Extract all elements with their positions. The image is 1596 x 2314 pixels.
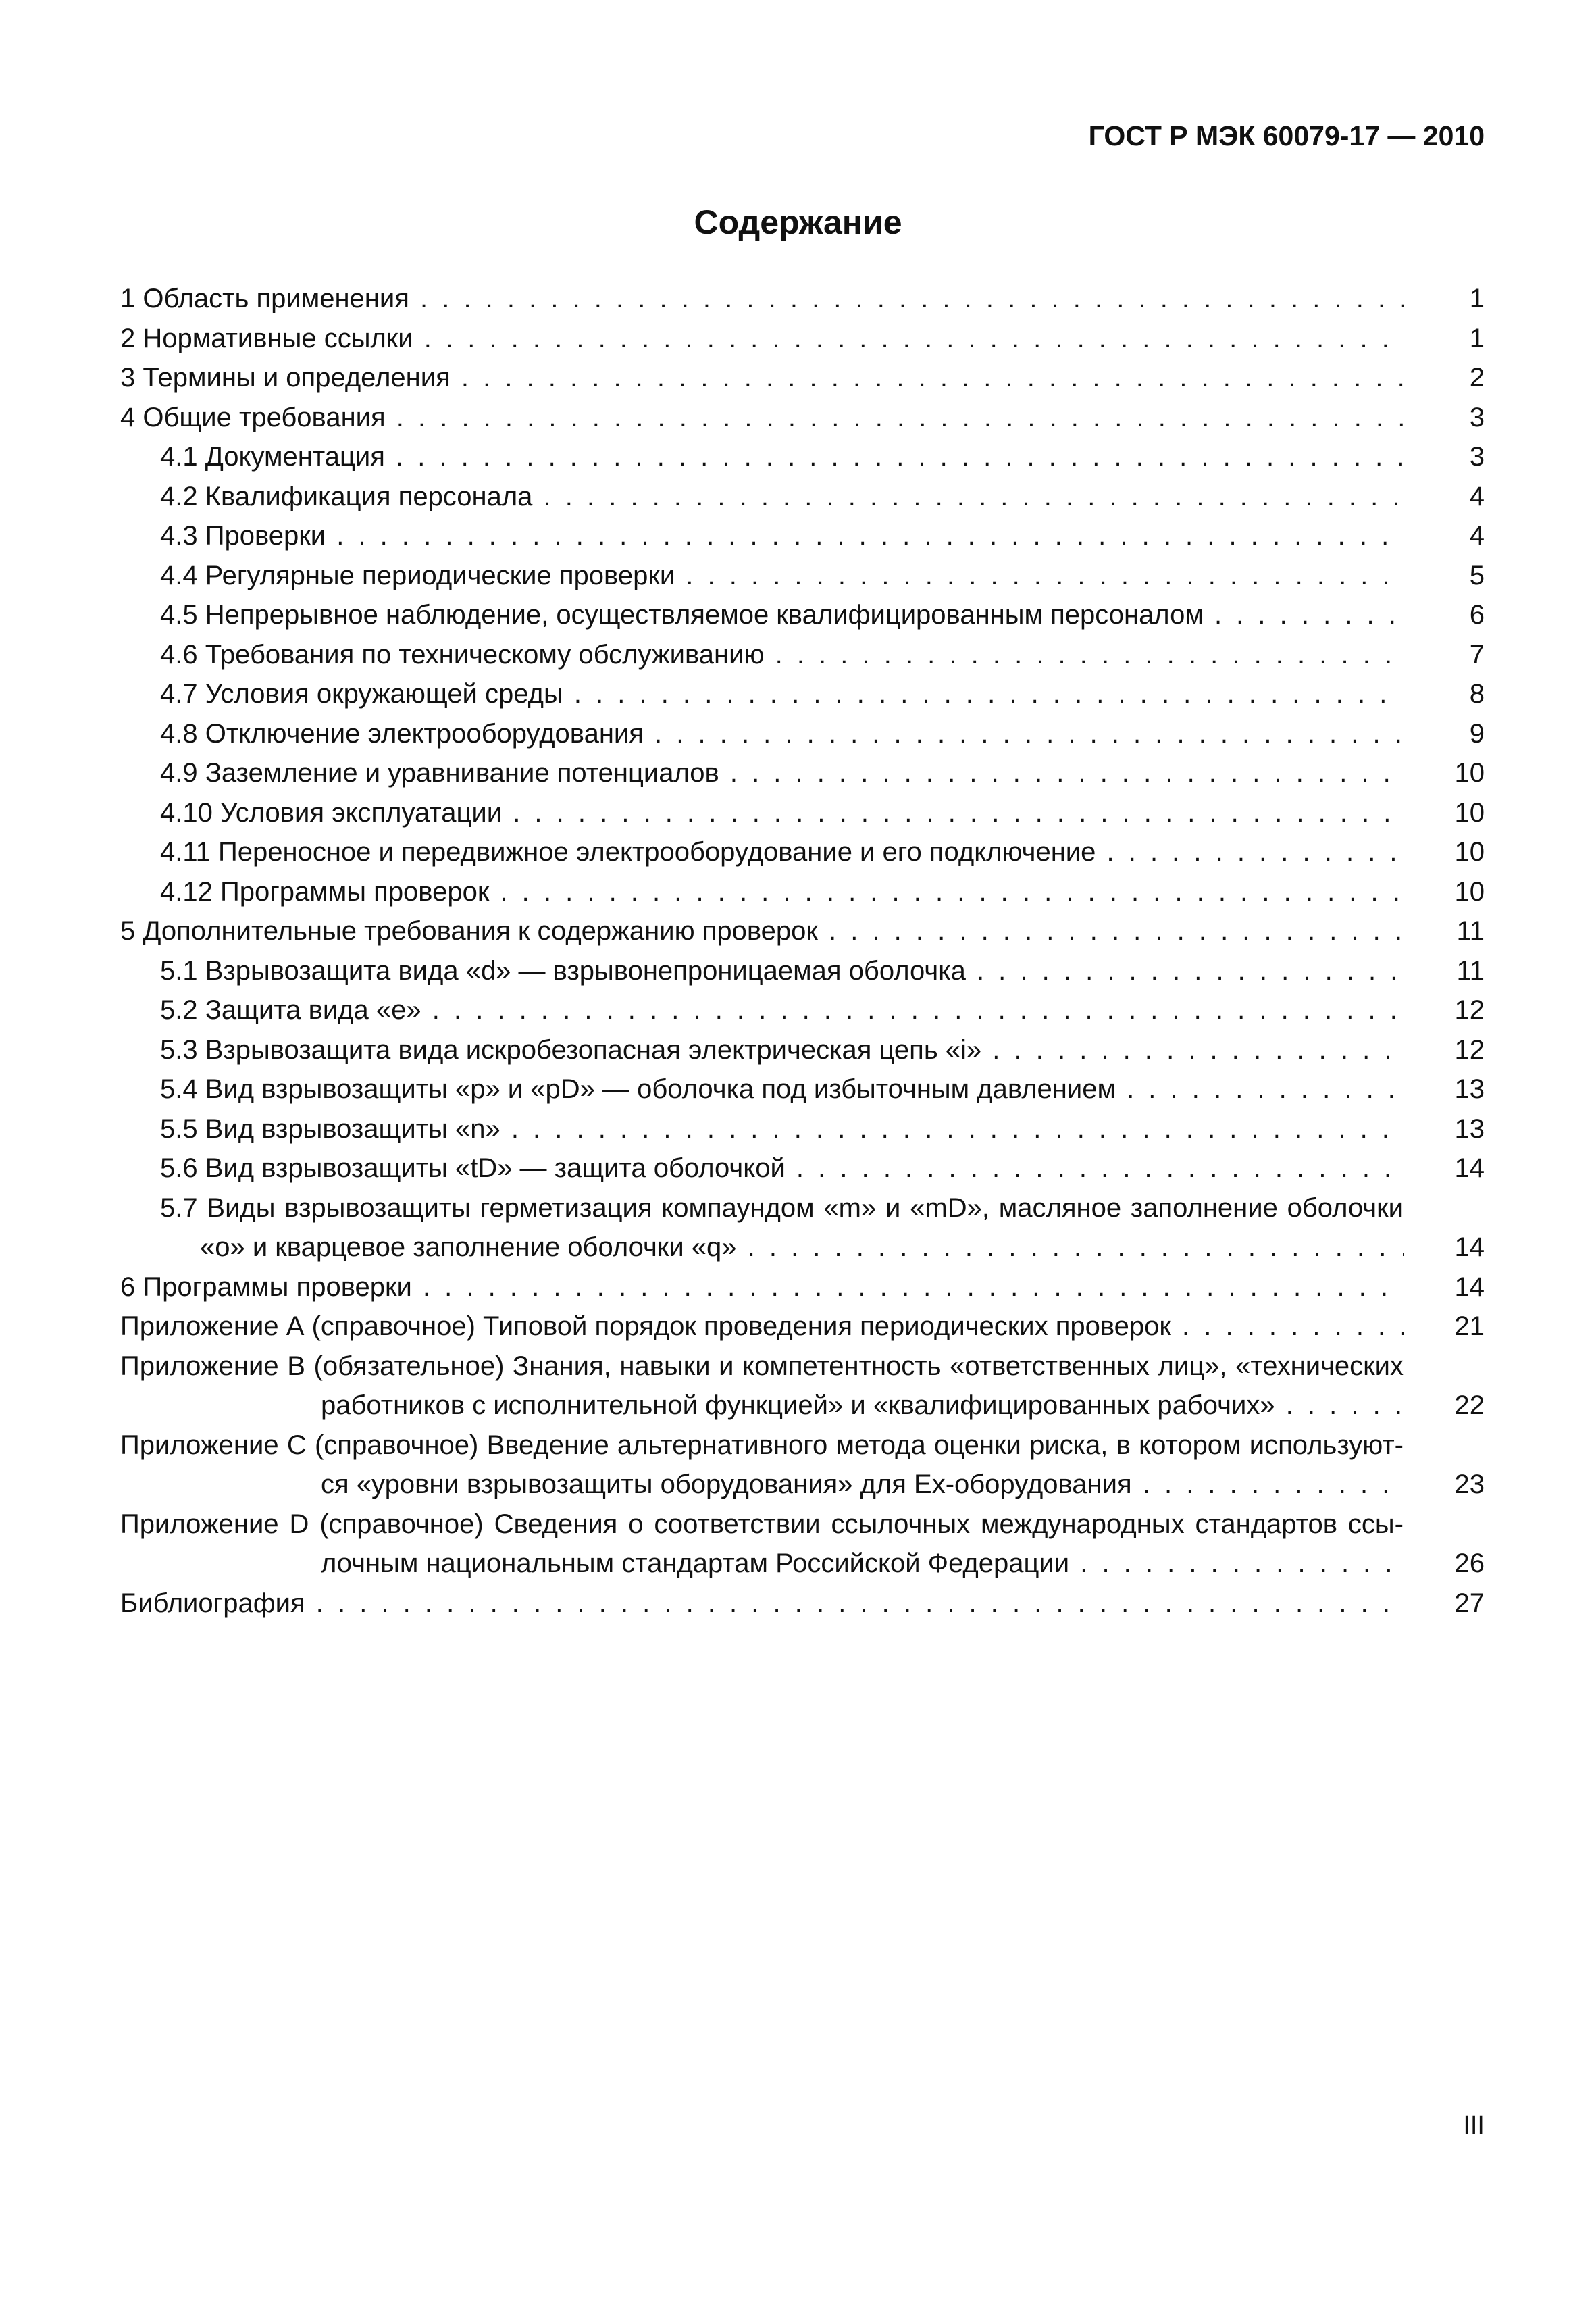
page-number: III [1463, 2111, 1485, 2140]
toc-entry-page: 12 [1454, 1034, 1485, 1065]
toc-entry [120, 1584, 1485, 1624]
toc-entry [120, 714, 1485, 754]
toc-entry-title: 4.2 Квалификация персонала . . . [160, 477, 1404, 517]
toc-entry-title: 5.3 Взрывозащита вида искробезопасная электрическая цепь «i» . . . [160, 1030, 1404, 1070]
toc-entry-title: 4.5 Непрерывное наблюдение, осуществляемое квалифицированным персоналом . . . [160, 595, 1404, 635]
toc-entry [120, 911, 1485, 951]
toc-entry-title: 5.7 Виды взрывозащиты герметизация компаундом «m» и «mD», масляное заполнение оболочки [160, 1192, 1404, 1223]
table-of-contents [120, 279, 1485, 1623]
toc-entry [120, 674, 1485, 714]
toc-entry-title: 5.1 Взрывозащита вида «d» — взрывонепроницаемая оболочка . . . [160, 951, 1404, 991]
toc-entry-page: 10 [1454, 837, 1485, 867]
toc-entry [120, 1030, 1485, 1070]
toc-entry-page: 14 [1454, 1232, 1485, 1262]
toc-entry [120, 319, 1485, 359]
toc-entry [120, 635, 1485, 675]
toc-entry [120, 1188, 1485, 1228]
toc-entry-title: 1 Область применения . . . [120, 279, 1404, 319]
toc-entry-page: 10 [1454, 758, 1485, 788]
toc-entry-page: 7 [1469, 639, 1485, 670]
toc-entry-title: 4.9 Заземление и уравнивание потенциалов . . . [160, 753, 1404, 793]
toc-entry-page: 13 [1454, 1074, 1485, 1104]
toc-entry-title: 5 Дополнительные требования к содержанию проверок . . . [120, 911, 1404, 951]
toc-entry-title: 4.11 Переносное и передвижное электрооборудование и его подключение . . . [160, 832, 1404, 872]
toc-entry [120, 1465, 1485, 1505]
toc-entry-page: 13 [1454, 1113, 1485, 1144]
toc-entry-page: 8 [1469, 679, 1485, 709]
toc-entry-page: 14 [1454, 1272, 1485, 1302]
toc-entry-page: 4 [1469, 481, 1485, 511]
toc-entry-page: 27 [1454, 1588, 1485, 1618]
toc-entry [120, 832, 1485, 872]
toc-entry [120, 1386, 1485, 1426]
toc-entry-page: 22 [1454, 1390, 1485, 1420]
toc-entry-page: 12 [1454, 995, 1485, 1025]
page-title: Содержание [694, 203, 902, 241]
toc-entry-title: ся «уровни взрывозащиты оборудования» для Ех-оборудования . . . [321, 1465, 1404, 1505]
toc-entry [120, 951, 1485, 991]
toc-entry [120, 872, 1485, 912]
toc-entry-page: 9 [1469, 718, 1485, 749]
toc-entry-title: Приложение С (справочное) Введение альтернативного метода оценки риска, в котором используют- [120, 1430, 1404, 1460]
toc-entry [120, 1149, 1485, 1188]
toc-entry-title: «о» и кварцевое заполнение оболочки «q» . . . [200, 1228, 1404, 1267]
toc-entry-title: 4.1 Документация . . . [160, 437, 1404, 477]
toc-entry-page: 5 [1469, 560, 1485, 590]
toc-entry-title: 4.8 Отключение электрооборудования . . . [160, 714, 1404, 754]
toc-entry [120, 793, 1485, 833]
toc-entry-page: 14 [1454, 1153, 1485, 1183]
toc-entry-page: 1 [1469, 323, 1485, 353]
toc-entry-title: 4.6 Требования по техническому обслуживанию . . . [160, 635, 1404, 675]
toc-entry-title: Приложение В (обязательное) Знания, навыки и компетентность «ответственных лиц», «технических [120, 1351, 1404, 1381]
document-code: ГОСТ Р МЭК 60079-17 — 2010 [1088, 120, 1485, 151]
toc-entry-title: Приложение D (справочное) Сведения о соответствии ссылочных международных стандартов ссы- [120, 1509, 1404, 1539]
toc-entry-title: 4.4 Регулярные периодические проверки . . . [160, 556, 1404, 596]
toc-entry [120, 1267, 1485, 1307]
toc-entry-title: Приложение А (справочное) Типовой порядок проведения периодических проверок . . . [120, 1307, 1404, 1347]
toc-entry [120, 398, 1485, 438]
toc-entry [120, 437, 1485, 477]
toc-entry [120, 1228, 1485, 1267]
toc-entry-title: 2 Нормативные ссылки . . . [120, 319, 1404, 359]
toc-entry [120, 595, 1485, 635]
toc-entry-page: 6 [1469, 600, 1485, 630]
toc-entry-title: 4.12 Программы проверок . . . [160, 872, 1404, 912]
toc-entry-title: Библиография . . . [120, 1584, 1404, 1624]
toc-entry-title: работников с исполнительной функцией» и «квалифицированных рабочих» . . . [321, 1386, 1404, 1426]
toc-entry [120, 556, 1485, 596]
toc-entry-page: 3 [1469, 442, 1485, 472]
toc-entry [120, 477, 1485, 517]
toc-entry [120, 753, 1485, 793]
toc-entry-title: 5.5 Вид взрывозащиты «n» . . . [160, 1109, 1404, 1149]
toc-entry-title: 4.3 Проверки . . . [160, 516, 1404, 556]
toc-entry-title: 6 Программы проверки . . . [120, 1267, 1404, 1307]
toc-entry-title: 5.4 Вид взрывозащиты «р» и «pD» — оболочка под избыточным давлением . . . [160, 1070, 1404, 1109]
toc-entry-page: 10 [1454, 876, 1485, 907]
toc-entry [120, 1544, 1485, 1584]
toc-entry-page: 26 [1454, 1549, 1485, 1578]
toc-entry [120, 1426, 1485, 1465]
toc-entry-page: 11 [1456, 916, 1485, 946]
toc-entry [120, 1109, 1485, 1149]
toc-entry-page: 2 [1469, 363, 1485, 393]
toc-entry-page: 3 [1469, 402, 1485, 432]
toc-entry [120, 1505, 1485, 1544]
toc-entry-title: 4.10 Условия эксплуатации . . . [160, 793, 1404, 833]
toc-entry [120, 279, 1485, 319]
toc-entry-title: 5.6 Вид взрывозащиты «tD» — защита оболочкой . . . [160, 1149, 1404, 1188]
toc-entry-page: 23 [1454, 1469, 1485, 1499]
toc-entry-title: 5.2 Защита вида «е» . . . [160, 990, 1404, 1030]
toc-entry-title: лочным национальным стандартам Российской Федерации . . . [321, 1544, 1404, 1584]
toc-entry-title: 4.7 Условия окружающей среды . . . [160, 674, 1404, 714]
toc-entry-page: 11 [1456, 955, 1485, 986]
toc-entry [120, 358, 1485, 398]
toc-entry [120, 1347, 1485, 1386]
toc-entry [120, 1307, 1485, 1347]
toc-entry-page: 21 [1454, 1311, 1485, 1341]
toc-entry [120, 1070, 1485, 1109]
toc-entry-page: 10 [1454, 797, 1485, 828]
toc-entry [120, 990, 1485, 1030]
toc-entry-title: 3 Термины и определения . . . [120, 358, 1404, 398]
toc-entry-title: 4 Общие требования . . . [120, 398, 1404, 438]
toc-entry [120, 516, 1485, 556]
toc-entry-page: 4 [1469, 521, 1485, 551]
toc-entry-page: 1 [1469, 284, 1485, 313]
